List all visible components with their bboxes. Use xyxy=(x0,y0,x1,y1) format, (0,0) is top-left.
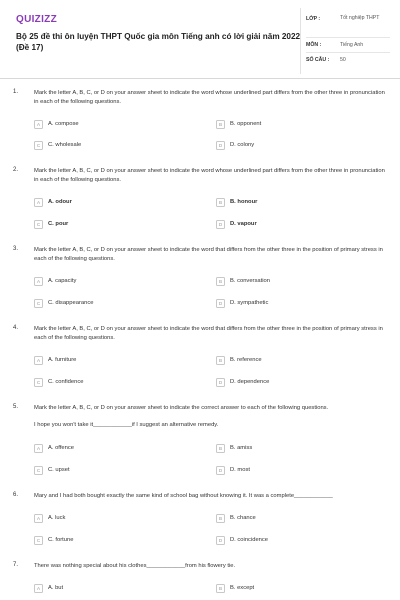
question-number: 4. xyxy=(13,325,19,331)
option-label: C. disappearance xyxy=(48,300,94,306)
option-label: B. honour xyxy=(230,199,258,205)
question-text: There was nothing special about his clothes____________from his flowery tie. xyxy=(34,563,236,569)
option-label: D. sympathetic xyxy=(230,300,269,306)
option-label: A. odour xyxy=(48,199,72,205)
option-c[interactable] xyxy=(34,139,81,151)
option-a[interactable] xyxy=(34,442,74,454)
option-letter-box: A xyxy=(34,444,43,453)
question-prompt: I hope you won't take it____________if I suggest an alternative remedy. xyxy=(34,422,219,428)
option-letter-box: D xyxy=(216,220,225,229)
option-a[interactable] xyxy=(34,275,76,287)
option-c[interactable] xyxy=(34,218,68,230)
option-letter-box: A xyxy=(34,198,43,207)
page-title: Bộ 25 đề thi ôn luyện THPT Quốc gia môn Tiếng anh có lời giải năm 2022 (Đề 17) xyxy=(16,32,301,53)
meta-count-label: SỐ CÂU : xyxy=(306,57,330,63)
option-letter-box: C xyxy=(34,536,43,545)
option-letter-box: C xyxy=(34,299,43,308)
option-label: D. vapour xyxy=(230,221,257,227)
quizizz-logo[interactable]: QUIZIZZ xyxy=(16,14,57,25)
option-label: D. colony xyxy=(230,142,255,148)
option-letter-box: B xyxy=(216,356,225,365)
option-letter-box: D xyxy=(216,466,225,475)
option-label: C. pour xyxy=(48,221,69,227)
option-label: A. but xyxy=(48,585,64,591)
option-label: D. dependence xyxy=(230,379,270,385)
option-letter-box: A xyxy=(34,356,43,365)
option-letter-box: A xyxy=(34,514,43,523)
option-a[interactable] xyxy=(34,196,72,208)
option-a[interactable] xyxy=(34,512,65,524)
option-letter-box: A xyxy=(34,584,43,593)
question-number: 2. xyxy=(13,167,19,173)
meta-subject-value: Tiếng Anh xyxy=(340,42,364,48)
option-label: B. amiss xyxy=(230,445,253,451)
meta-separator xyxy=(306,52,390,53)
option-label: D. most xyxy=(230,467,250,473)
option-d[interactable] xyxy=(216,218,257,230)
option-b[interactable] xyxy=(216,118,261,130)
option-letter-box: A xyxy=(34,277,43,286)
meta-subject-label: MÔN : xyxy=(306,42,322,48)
question-text: Mark the letter A, B, C, or D on your answer sheet to indicate the correct answer to each of the following questions. xyxy=(34,405,329,411)
option-d[interactable] xyxy=(216,297,268,309)
option-d[interactable] xyxy=(216,534,268,546)
option-b[interactable] xyxy=(216,512,256,524)
option-letter-box: D xyxy=(216,141,225,150)
option-c[interactable] xyxy=(34,376,83,388)
question-number: 6. xyxy=(13,492,19,498)
worksheet-header xyxy=(0,0,400,79)
option-d[interactable] xyxy=(216,464,250,476)
meta-class-value: Tốt nghiệp THPT xyxy=(340,15,380,21)
option-letter-box: C xyxy=(34,466,43,475)
option-label: D. coincidence xyxy=(230,537,269,543)
option-label: B. conversation xyxy=(230,278,270,284)
option-letter-box: C xyxy=(34,220,43,229)
option-b[interactable] xyxy=(216,354,262,366)
option-label: A. capacity xyxy=(48,278,77,284)
option-b[interactable] xyxy=(216,196,257,208)
option-letter-box: D xyxy=(216,299,225,308)
header-divider xyxy=(300,8,301,74)
option-a[interactable] xyxy=(34,582,63,594)
option-c[interactable] xyxy=(34,464,70,476)
meta-count-value: 50 xyxy=(340,57,346,63)
option-letter-box: A xyxy=(34,120,43,129)
question-number: 1. xyxy=(13,89,19,95)
option-label: B. except xyxy=(230,585,255,591)
option-letter-box: D xyxy=(216,536,225,545)
question-number: 7. xyxy=(13,562,19,568)
option-label: A. furniture xyxy=(48,357,77,363)
option-letter-box: B xyxy=(216,444,225,453)
question-number: 3. xyxy=(13,246,19,252)
option-letter-box: C xyxy=(34,378,43,387)
option-label: C. wholesale xyxy=(48,142,82,148)
option-label: B. chance xyxy=(230,515,256,521)
question-text: Mark the letter A, B, C, or D on your answer sheet to indicate the word that differs from the other three in the position of primary stress in each of the following questions. xyxy=(34,247,383,262)
option-letter-box: B xyxy=(216,198,225,207)
meta-class-label: LỚP : xyxy=(306,16,321,22)
option-c[interactable] xyxy=(34,297,93,309)
option-c[interactable] xyxy=(34,534,73,546)
option-letter-box: B xyxy=(216,277,225,286)
option-letter-box: B xyxy=(216,514,225,523)
option-b[interactable] xyxy=(216,582,254,594)
option-d[interactable] xyxy=(216,376,269,388)
option-label: B. opponent xyxy=(230,121,262,127)
option-label: A. offence xyxy=(48,445,74,451)
option-letter-box: D xyxy=(216,378,225,387)
option-label: B. reference xyxy=(230,357,262,363)
option-label: C. fortune xyxy=(48,537,74,543)
option-label: C. confidence xyxy=(48,379,84,385)
question-text: Mark the letter A, B, C, or D on your answer sheet to indicate the word whose underlined part differs from the other three in pronunciation in each of the following questions. xyxy=(34,90,385,105)
option-letter-box: C xyxy=(34,141,43,150)
option-label: C. upset xyxy=(48,467,70,473)
option-label: A. compose xyxy=(48,121,79,127)
option-b[interactable] xyxy=(216,442,252,454)
option-d[interactable] xyxy=(216,139,254,151)
question-number: 5. xyxy=(13,404,19,410)
option-letter-box: B xyxy=(216,120,225,129)
question-text: Mark the letter A, B, C, or D on your answer sheet to indicate the word whose underlined part differs from the other three in pronunciation in each of the following questions. xyxy=(34,168,385,183)
option-a[interactable] xyxy=(34,354,76,366)
option-label: A. luck xyxy=(48,515,66,521)
meta-separator xyxy=(306,37,390,38)
option-letter-box: B xyxy=(216,584,225,593)
option-b[interactable] xyxy=(216,275,270,287)
question-text: Mark the letter A, B, C, or D on your answer sheet to indicate the word that differs from the other three in the position of primary stress in each of the following questions. xyxy=(34,326,383,341)
option-a[interactable] xyxy=(34,118,79,130)
question-text: Mary and I had both bought exactly the same kind of school bag without knowing it. It was a complete____________ xyxy=(34,493,333,499)
